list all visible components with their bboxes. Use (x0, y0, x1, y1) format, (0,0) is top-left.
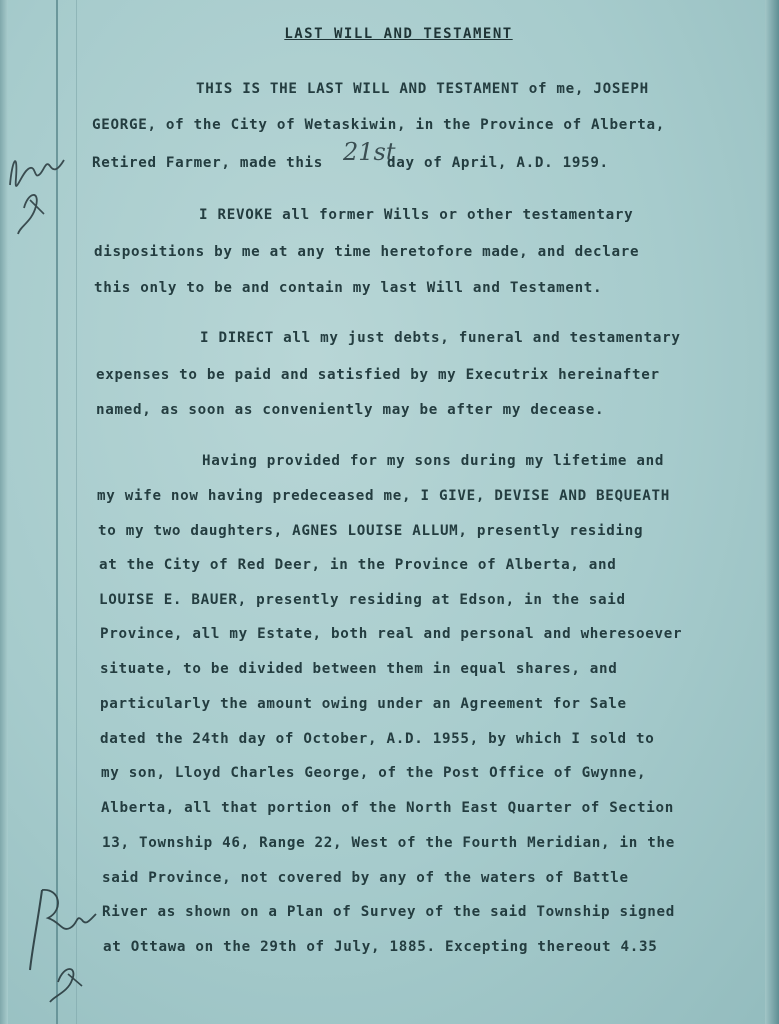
text-line-12: to my two daughters, AGNES LOUISE ALLUM, presently residing (98, 523, 644, 539)
text-line-11: my wife now having predeceased me, I GIVE, DEVISE AND BEQUEATH (97, 488, 670, 504)
text-line-15: Province, all my Estate, both real and personal and wheresoever (100, 626, 683, 642)
text-line-3a: Retired Farmer, made this (92, 155, 324, 171)
text-line-18: dated the 24th day of October, A.D. 1955, by which I sold to (100, 731, 655, 747)
margin-initials-bottom (20, 870, 110, 1010)
text-line-17: particularly the amount owing under an Agreement for Sale (100, 696, 627, 712)
text-line-20: Alberta, all that portion of the North East Quarter of Section (101, 800, 674, 816)
text-line-24: at Ottawa on the 29th of July, 1885. Excepting thereout 4.35 (103, 939, 658, 955)
text-line-4: I REVOKE all former Wills or other testamentary (199, 207, 634, 223)
text-line-8: expenses to be paid and satisfied by my Executrix hereinafter (96, 367, 660, 383)
text-line-21: 13, Township 46, Range 22, West of the Fourth Meridian, in the (102, 835, 675, 851)
text-line-5: dispositions by me at any time heretofore made, and declare (94, 244, 640, 260)
text-line-10: Having provided for my sons during my lifetime and (202, 453, 665, 469)
text-line-16: situate, to be divided between them in equal shares, and (100, 661, 618, 677)
text-line-6: this only to be and contain my last Will and Testament. (94, 280, 603, 296)
text-line-1: THIS IS THE LAST WILL AND TESTAMENT of me, JOSEPH (196, 81, 649, 97)
text-line-14: LOUISE E. BAUER, presently residing at Edson, in the said (99, 592, 626, 608)
text-line-19: my son, Lloyd Charles George, of the Post Office of Gwynne, (101, 765, 647, 781)
text-line-7: I DIRECT all my just debts, funeral and testamentary (200, 330, 681, 346)
document-title: LAST WILL AND TESTAMENT (284, 26, 513, 42)
text-line-22: said Province, not covered by any of the waters of Battle (102, 870, 629, 886)
text-line-13: at the City of Red Deer, in the Province of Alberta, and (99, 557, 617, 573)
handwritten-date: 21st (343, 138, 396, 166)
margin-initials-top (0, 130, 75, 250)
text-line-23: River as shown on a Plan of Survey of the said Township signed (102, 904, 675, 920)
text-line-9: named, as soon as conveniently may be after my decease. (96, 402, 605, 418)
page-edge-right (765, 0, 779, 1024)
text-line-2: GEORGE, of the City of Wetaskiwin, in the Province of Alberta, (92, 117, 665, 133)
text-line-3b: day of April, A.D. 1959. (387, 155, 609, 171)
